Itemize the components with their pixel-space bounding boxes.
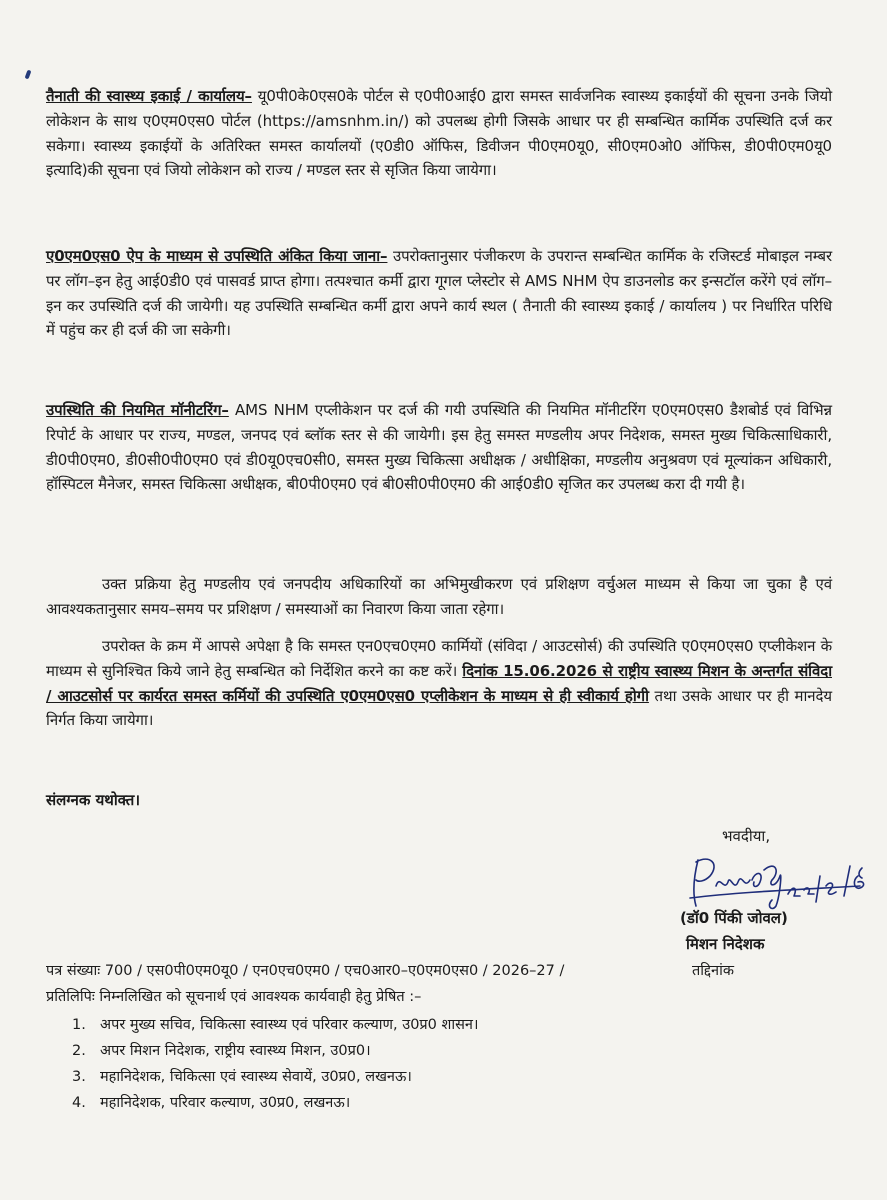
- copy-to-heading: प्रतिलिपिः निम्नलिखित को सूचनार्थ एवं आवश्यक कार्यवाही हेतु प्रेषित :–: [46, 989, 422, 1005]
- list-text: महानिदेशक, परिवार कल्याण, उ0प्र0, लखनऊ।: [100, 1095, 351, 1111]
- directive-highlight: दिनांक 15.06.2026 से राष्ट्रीय स्वास्थ्य मिशन के अन्तर्गत संविदा / आउटसोर्स पर कार्यरत समस्त कर्मियों की उपस्थिति ए0एम0एस0 एप्लीकेशन के माध्यम से ही स्वीकार्य होगी: [46, 661, 832, 705]
- list-text: महानिदेशक, चिकित्सा एवं स्वास्थ्य सेवायें, उ0प्र0, लखनऊ।: [100, 1069, 412, 1085]
- paragraph-training: उक्त प्रक्रिया हेतु मण्डलीय एवं जनपदीय अधिकारियों का अभिमुखीकरण एवं प्रशिक्षण वर्चुअल माध्यम से किया जा चुका है एवं आवश्यकतानुसार समय–समय पर प्रशिक्षण / समस्याओं का निवारण किया जाता रहेगा।: [46, 575, 832, 618]
- copy-to-list: [72, 1012, 478, 1116]
- signatory-name: (डॉ0 पिंकी जोवल): [680, 909, 788, 927]
- paragraph-directive: [46, 634, 832, 733]
- paragraph-heading: उपस्थिति की नियमित मॉनीटरिंग–: [46, 401, 229, 419]
- paragraph-heading: तैनाती की स्वास्थ्य इकाई / कार्यालय–: [46, 87, 252, 105]
- paragraph-posting-unit: [46, 84, 832, 183]
- list-item: [72, 1012, 478, 1038]
- list-item: [72, 1064, 478, 1090]
- list-number: 4.: [72, 1095, 86, 1111]
- reference-date: तद्दिनांक: [692, 963, 734, 979]
- list-number: 3.: [72, 1069, 86, 1085]
- paragraph-attendance-app: [46, 244, 832, 343]
- paragraph-text: उपरोक्तानुसार पंजीकरण के उपरान्त सम्बन्धित कार्मिक के रजिस्टर्ड मोबाइल नम्बर पर लॉग–इन हेतु आई0डी0 एवं पासवर्ड प्राप्त होगा। तत्पश्चात कर्मी द्वारा गूगल प्लेस्टोर से AMS NHM ऐप डाउनलोड कर इन्सटॉल करेंगे एवं लॉग–इन कर उपस्थिति दर्ज की जायेगी। यह उपस्थिति सम्बन्धित कर्मी द्वारा अपने कार्य स्थल ( तैनाती की स्वास्थ्य इकाई / कार्यालय ) पर निर्धारित परिधि में पहुंच कर ही दर्ज की जा सकेगी।: [46, 247, 833, 340]
- list-text: अपर मुख्य सचिव, चिकित्सा स्वास्थ्य एवं परिवार कल्याण, उ0प्र0 शासन।: [100, 1017, 479, 1033]
- list-item: [72, 1038, 478, 1064]
- list-item: [72, 1090, 478, 1116]
- list-number: 1.: [72, 1017, 86, 1033]
- list-number: 2.: [72, 1043, 86, 1059]
- letter-reference-number: पत्र संख्याः 700 / एस0पी0एम0यू0 / एन0एच0एम0 / एच0आर0–ए0एम0एस0 / 2026–27 /: [46, 963, 565, 979]
- paragraph-monitoring: [46, 398, 832, 497]
- signatory-title: मिशन निदेशक: [686, 935, 765, 953]
- paragraph-text: यू0पी0के0एस0के पोर्टल से ए0पी0आई0 द्वारा समस्त सार्वजनिक स्वास्थ्य इकाईयों की सूचना उनके जियो लोकेशन के साथ ए0एम0एस0 पोर्टल (https://amsnhm.in/) को उपलब्ध होगी जिसके आधार पर ही सम्बन्धित कार्मिक उपस्थिति दर्ज कर सकेगा। स्वास्थ्य इकाईयों के अतिरिक्त समस्त कार्यालयों (ए0डी0 ऑफिस, डिवीजन पी0एम0यू0, सी0एम0ओ0 ऑफिस, डी0पी0एम0यू0 इत्यादि)की सूचना एवं जियो लोकेशन को राज्य / मण्डल स्तर से सृजित किया जायेगा।: [46, 87, 832, 180]
- regards-text: भवदीया,: [722, 827, 771, 845]
- ink-mark: [25, 70, 32, 80]
- enclosure-note: संलग्नक यथोक्त।: [46, 791, 141, 809]
- paragraph-text: AMS NHM एप्लीकेशन पर दर्ज की गयी उपस्थिति की नियमित मॉनीटरिंग ए0एम0एस0 डैशबोर्ड एवं विभिन्न रिपोर्ट के आधार पर राज्य, मण्डल, जनपद एवं ब्लॉक स्तर से की जायेगी। इस हेतु समस्त मण्डलीय अपर निदेशक, समस्त मुख्य चिकित्साधिकारी, डी0पी0एम0, डी0सी0पी0एम0 एवं डी0यू0एच0सी0, समस्त मुख्य चिकित्सा अधीक्षक / अधीक्षिका, मण्डलीय अनुश्रवण एवं मूल्यांकन अधिकारी, हॉस्पिटल मैनेजर, समस्त चिकित्सा अधीक्षक, बी0पी0एम0 एवं बी0सी0पी0एम0 की आई0डी0 सृजित कर उपलब्ध करा दी गयी है।: [46, 401, 832, 494]
- paragraph-heading: ए0एम0एस0 ऐप के माध्यम से उपस्थिति अंकित किया जाना–: [46, 247, 388, 265]
- list-text: अपर मिशन निदेशक, राष्ट्रीय स्वास्थ्य मिशन, उ0प्र0।: [100, 1043, 371, 1059]
- directive-text-end: तथा उसके आधार पर ही मानदेय निर्गत किया जायेगा।: [46, 686, 832, 730]
- directive-text: उपरोक्त के क्रम में आपसे अपेक्षा है कि समस्त एन0एच0एम0 कार्मियों (संविदा / आउटसोर्स) की उपस्थिति ए0एम0एस0 एप्लीकेशन के माध्यम से सुनिश्चित किये जाने हेतु सम्बन्धित को निर्देशित करने का कष्ट करें।: [46, 637, 832, 680]
